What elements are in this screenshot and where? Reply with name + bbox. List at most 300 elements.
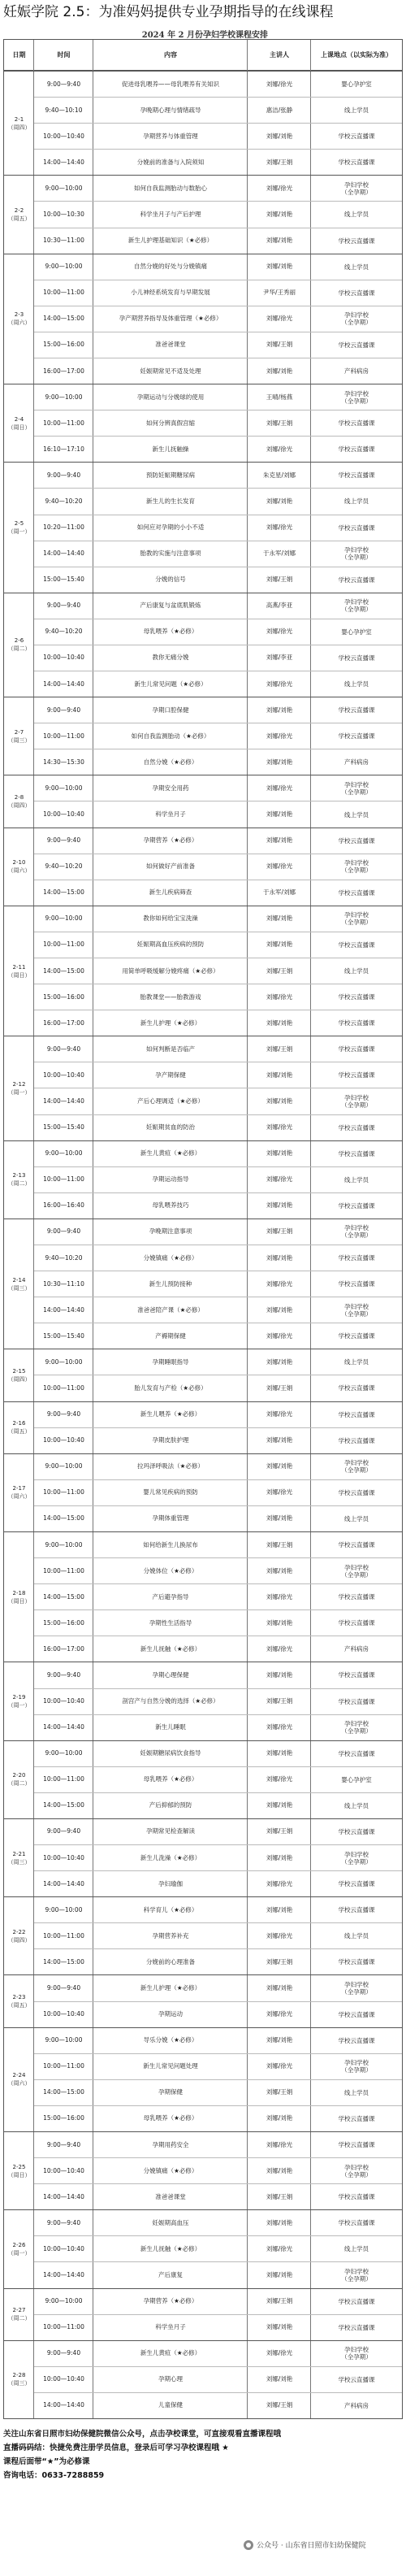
date-cell: 2-20 （周二） [7,1772,31,1788]
speaker-cell: 刘娜/刘艳 [266,2166,293,2174]
time-cell: 14:00—14:40 [43,1723,84,1731]
time-cell: 9:00—9:40 [46,602,81,610]
speaker-cell: 刘娜/刘艳 [266,132,293,140]
date-cell: 2-27 （周二） [7,2307,31,2322]
table-row [34,175,402,201]
date-block [4,775,34,827]
speaker-cell: 刘娜/刘艳 [266,2270,293,2278]
place-cell: 产科病房 [344,1645,369,1653]
topic-cell: 产后康复与盆底肌锻炼 [140,602,201,610]
table-row [34,462,402,488]
place-cell: 学校云直播课 [338,1671,375,1679]
speaker-cell: 刘娜/刘艳 [266,706,293,714]
topic-cell: 新生儿抚触（★必修） [140,2244,201,2252]
table-row [34,1818,402,1844]
table-row [34,2314,402,2340]
table-row [34,1245,402,1271]
speaker-cell: 刘娜/刘艳 [266,237,293,245]
topic-cell: 新生儿喂养（★必修） [140,1410,201,1418]
topic-cell: 母乳喂养（★必修） [143,2114,198,2122]
speaker-cell: 刘娜/徐光 [266,628,293,636]
topic-cell: 孕期心理保健 [152,1670,189,1679]
speaker-cell: 刘娜/刘艳 [266,1436,293,1444]
place-cell: 学校云直播课 [338,2219,375,2227]
watermark-text: 公众号 · 山东省日照市妇幼保健院 [257,2542,366,2550]
topic-cell: 产后心理调适（★必修） [137,1097,204,1105]
table-row [34,228,402,254]
time-cell: 14:00—14:40 [43,1097,84,1105]
topic-cell: 新生儿护理（★必修） [140,1984,201,1992]
date-cell: 2-18 （周日） [7,1589,31,1605]
table-row [34,1505,402,1531]
speaker-cell: 刘娜/徐光 [266,1410,293,1418]
speaker-cell: 于永军/刘娜 [262,888,296,897]
date-block [4,828,34,906]
table-row [34,1192,402,1218]
speaker-cell: 刘娜/徐光 [266,1723,293,1731]
time-cell: 10:00—11:00 [43,1384,84,1392]
topic-cell: 科学坐月子 [155,2323,186,2331]
topic-cell: 准爸爸陪产课（★必修） [137,1305,204,1314]
speaker-cell: 刘娜/徐光 [266,315,293,323]
date-cell: 2-2 （周五） [7,206,31,222]
place-cell: 线上学员 [344,967,369,975]
date-cell: 2-12 （周一） [7,1080,31,1096]
place-cell: 学校云直播课 [338,1123,375,1132]
speaker-cell: 刘娜/刘艳 [266,367,293,375]
time-cell: 9:40—10:20 [45,628,83,636]
speaker-cell: 刘娜/刘艳 [266,1201,293,1210]
topic-cell: 科学育儿（★必修） [143,1905,198,1914]
table-row [34,2209,402,2235]
topic-cell: 胎教的实施与注意事项 [140,550,201,558]
time-cell: 10:00—11:00 [43,1775,84,1783]
place-cell: 学校云直播课 [338,1254,375,1262]
place-cell: 产科病房 [344,2401,369,2409]
time-cell: 9:00—10:00 [45,914,83,923]
speaker-cell: 刘娜/刘艳 [266,1462,293,1470]
date-cell: 2-13 （周二） [7,1172,31,1188]
speaker-cell: 刘娜/刘艳 [266,1514,293,1523]
topic-cell: 产后抑郁的预防 [149,1801,192,1809]
topic-cell: 如何应对孕期的小小不适 [136,523,205,532]
topic-cell: 如何给新生儿换尿布 [143,1540,198,1549]
topic-cell: 孕期营养（★必修） [143,836,198,845]
topic-cell: 婴儿常见疾病的预防 [143,1488,198,1497]
topic-cell: 孕期口腔保健 [152,706,189,714]
speaker-cell: 刘娜/刘艳 [266,1305,293,1314]
place-cell: 孕妇学校 （全孕期） [341,780,372,796]
footer-contact [3,2469,403,2483]
topic-cell: 如何做好产前准备 [146,862,195,871]
date-cell: 2-21 （周三） [7,1850,31,1866]
table-row [34,1297,402,1323]
topic-cell: 孕产期保健 [155,1071,186,1079]
time-cell: 15:00—15:40 [43,576,84,584]
date-cell: 2-25 （周日） [7,2163,31,2179]
place-cell: 学校云直播课 [338,2114,375,2122]
topic-cell: 新生儿护理基础知识（★必修） [127,237,214,245]
speaker-cell: 刘娜/王娟 [266,1827,293,1835]
date-cell: 2-15 （周四） [7,1367,31,1383]
speaker-cell: 尹华/王秀丽 [262,289,296,297]
time-cell: 9:00—9:40 [46,1227,81,1236]
place-cell: 学校云直播课 [338,1384,375,1392]
time-cell: 9:00—9:40 [46,80,81,88]
place-cell: 学校云直播课 [338,654,375,662]
time-cell: 9:00—9:40 [46,706,81,714]
topic-cell: 新生儿黄疸（★必修） [140,2349,201,2357]
table-row [34,1636,402,1662]
time-cell: 9:00—9:40 [46,836,81,845]
table-row [34,932,402,958]
date-block [4,697,34,775]
table-row [34,436,402,462]
speaker-cell: 刘娜/刘艳 [266,1149,293,1158]
speaker-cell: 刘娜/刘艳 [266,263,293,271]
speaker-cell: 刘娜/王娟 [266,1540,293,1549]
speaker-cell: 刘娜/刘艳 [266,1853,293,1861]
date-block [4,1140,34,1218]
speaker-cell: 刘娜/徐光 [266,1175,293,1184]
speaker-cell: 刘娜/刘艳 [266,1749,293,1757]
table-row [34,1740,402,1766]
date-cell: 2-4 （周日） [7,415,31,431]
place-cell: 学校云直播课 [338,888,375,897]
place-cell: 线上学员 [344,211,369,219]
table-row [34,2053,402,2079]
place-cell: 线上学员 [344,1932,369,1940]
table-row [34,1166,402,1192]
speaker-cell: 刘娜/王娟 [266,419,293,427]
place-cell: 学校云直播课 [338,1593,375,1601]
table-row [34,2105,402,2131]
place-cell: 孕妇学校 （全孕期） [341,1981,372,1996]
date-cell: 2-3 （周六） [7,311,31,327]
time-cell: 10:00—10:40 [43,2244,84,2252]
date-cell: 2-6 （周二） [7,637,31,653]
header-place: 上课地点（以实际为准） [321,51,392,59]
table-row [34,2027,402,2053]
place-cell: 学校云直播课 [338,1488,375,1497]
table-row [34,541,402,567]
place-cell: 孕妇学校 （全孕期） [341,2267,372,2283]
speaker-cell: 刘娜/徐光 [266,1331,293,1340]
place-cell: 学校云直播课 [338,2297,375,2305]
topic-cell: 产褥期保健 [155,1331,186,1340]
time-cell: 16:00—17:00 [43,1644,84,1653]
table-row [34,1010,402,1036]
place-cell: 学校云直播课 [338,1697,375,1705]
topic-cell: 产后康复 [158,2270,183,2278]
place-cell: 线上学员 [344,263,369,271]
place-cell: 孕妇学校 （全孕期） [341,180,372,196]
table-row [34,1557,402,1583]
date-block [4,1740,34,1818]
speaker-cell: 刘娜/刘艳 [266,2036,293,2044]
topic-cell: 孕期营养（★必修） [143,2297,198,2305]
topic-cell: 孕期运动与分娩球的使用 [136,393,205,401]
table-row [34,1323,402,1349]
speaker-cell: 刘娜/刘艳 [266,1358,293,1366]
speaker-cell: 刘娜/刘艳 [266,810,293,819]
time-cell: 9:00—9:40 [46,1984,81,1992]
speaker-cell: 刘娜/徐光 [266,1123,293,1132]
date-block [4,593,34,697]
time-cell: 10:00—10:40 [43,1436,84,1444]
phone-number[interactable]: 0633-7288859 [41,2471,105,2480]
table-row [34,280,402,306]
speaker-cell: 刘娜/徐光 [266,2010,293,2018]
place-cell: 线上学员 [344,1514,369,1523]
table-row [34,567,402,593]
place-cell: 学校云直播课 [338,1958,375,1966]
topic-cell: 科学坐月子 [155,810,186,819]
place-cell: 学校云直播课 [338,1880,375,1888]
time-cell: 10:00—10:40 [43,132,84,140]
date-block [4,1349,34,1401]
speaker-cell: 刘娜/徐光 [266,993,293,1001]
table-row [34,515,402,541]
date-block [4,2340,34,2418]
speaker-cell: 刘娜/徐光 [266,1775,293,1783]
time-cell: 10:00—10:40 [43,2010,84,2018]
time-cell: 9:40—10:20 [45,862,83,871]
topic-cell: 妊娠期高血压疾病的预防 [136,940,205,949]
place-cell: 学校云直播课 [338,1019,375,1027]
topic-cell: 孕晚期注意事项 [149,1227,192,1236]
time-cell: 14:00—15:00 [43,1514,84,1523]
table-row [34,1609,402,1636]
place-cell: 学校云直播课 [338,1436,375,1444]
time-cell: 14:30—15:30 [43,758,84,766]
topic-cell: 如何判断是否临产 [146,1045,195,1053]
place-cell: 孕妇学校 （全孕期） [341,311,372,327]
time-cell: 14:00—14:40 [43,2192,84,2200]
time-cell: 14:00—15:00 [43,967,84,975]
place-cell: 学校云直播课 [338,1827,375,1835]
table-row [34,1453,402,1479]
topic-cell: 分娩镇痛（★必修） [143,2166,198,2174]
speaker-cell: 惠洁/张静 [266,106,293,114]
place-cell: 婴心孕护室 [341,80,372,89]
place-cell: 学校云直播课 [338,2036,375,2044]
date-block [4,254,34,384]
speaker-cell: 刘娜/刘艳 [266,758,293,766]
date-cell: 2-7 （周三） [7,728,31,744]
time-cell: 9:00—10:00 [45,393,83,401]
watermark [244,2539,403,2550]
time-cell: 9:40—10:20 [45,497,83,505]
time-cell: 9:00—9:40 [46,1410,81,1418]
date-block [4,1896,34,1974]
speaker-cell: 刘娜/李亚 [266,654,293,662]
time-cell: 10:00—11:00 [43,2062,84,2070]
table-row [34,1766,402,1792]
table-header-row [4,40,402,71]
place-cell: 学校云直播课 [338,2141,375,2149]
date-block [4,384,34,462]
table-row [34,2131,402,2157]
time-cell: 14:00—14:40 [43,1305,84,1314]
table-row [34,123,402,149]
table-row [34,384,402,410]
time-cell: 9:00—9:40 [46,471,81,479]
place-cell: 学校云直播课 [338,1541,375,1549]
topic-cell: 科学坐月子与产后护理 [140,210,201,218]
speaker-cell: 于永军/刘娜 [262,550,296,558]
speaker-cell: 刘娜/徐光 [266,523,293,532]
speaker-cell: 刘娜/王娟 [266,2192,293,2200]
speaker-cell: 刘娜/刘艳 [266,836,293,845]
time-cell: 14:00—14:40 [43,550,84,558]
date-cell: 2-19 （周一） [7,1694,31,1709]
speaker-cell: 刘娜/刘艳 [266,940,293,949]
time-cell: 10:00—10:40 [43,2166,84,2174]
table-row [34,1479,402,1505]
time-cell: 9:00—10:00 [45,1358,83,1366]
topic-cell: 妊娠期常见不适及处理 [140,367,201,375]
date-cell: 2-10 （周六） [7,859,31,875]
speaker-cell: 刘娜/徐光 [266,1592,293,1601]
time-cell: 9:00—9:40 [46,1670,81,1679]
date-cell: 2-5 （周一） [7,520,31,536]
table-row [34,671,402,697]
topic-cell: 新生儿疾病筛查 [149,888,192,897]
speaker-cell: 刘娜/徐光 [266,1279,293,1288]
time-cell: 14:00—15:00 [43,315,84,323]
speaker-cell: 刘娜/徐光 [266,784,293,792]
wechat-icon [244,2540,253,2550]
place-cell: 学校云直播课 [338,706,375,715]
place-cell: 学校云直播课 [338,1410,375,1418]
time-cell: 16:00—16:40 [43,1201,84,1210]
place-cell: 孕妇学校 （全孕期） [341,1093,372,1109]
topic-cell: 教你无痛分娩 [152,654,189,662]
time-cell: 9:00—10:00 [45,2297,83,2305]
speaker-cell: 刘娜/徐光 [266,2349,293,2357]
time-cell: 10:00—11:00 [43,2323,84,2331]
place-cell: 孕妇学校 （全孕期） [341,1720,372,1735]
table-row [34,723,402,749]
date-cell: 2-8 （周四） [7,793,31,809]
footer-notes [3,2427,403,2483]
topic-cell: 孕期心理 [158,2375,183,2383]
speaker-cell: 刘娜/王娟 [266,2088,293,2096]
date-block [4,1218,34,1349]
date-cell: 2-24 （周六） [7,2072,31,2087]
topic-cell: 孕期体重管理 [152,1514,189,1523]
topic-cell: 教你如何给宝宝洗澡 [143,914,198,923]
speaker-cell: 刘娜/徐光 [266,80,293,88]
table-row [34,1974,402,2000]
speaker-cell: 刘娜/刘艳 [266,1097,293,1105]
place-cell: 学校云直播课 [338,341,375,349]
time-cell: 9:00—9:40 [46,1045,81,1053]
date-cell: 2-26 （周一） [7,2241,31,2257]
table-row [34,2183,402,2209]
place-cell: 线上学员 [344,497,369,506]
place-cell: 产科病房 [344,758,369,767]
place-cell: 学校云直播课 [338,732,375,741]
speaker-cell: 刘娜/刘艳 [266,1071,293,1079]
time-cell: 10:00—11:00 [43,1566,84,1575]
topic-cell: 自然分娩（★必修） [143,758,198,766]
schedule-table [3,39,403,2419]
table-row [34,1401,402,1427]
footer-line-1: 关注山东省日照市妇幼保健院微信公众号，点击孕校课堂，可直接观看直播课程哦 [3,2430,282,2439]
topic-cell: 分娩的信号 [155,576,186,584]
table-row [34,1140,402,1166]
place-cell: 孕妇学校 （全孕期） [341,546,372,562]
table-row [34,1922,402,1948]
topic-cell: 孕期运动 [158,2010,183,2018]
document-title: 2024 年 2 月份孕妇学校课程安排 [141,31,268,40]
table-row [34,958,402,984]
topic-cell: 妊娠期高血压 [152,2218,189,2226]
topic-cell: 胎儿发育与产检（★必修） [134,1384,207,1392]
table-row [34,828,402,854]
place-cell: 孕妇学校 （全孕期） [341,859,372,875]
table-row [34,775,402,801]
place-cell: 孕妇学校 （全孕期） [341,1224,372,1240]
topic-cell: 孕期皮肤护理 [152,1436,189,1444]
speaker-cell: 刘娜/刘艳 [266,210,293,218]
table-row [34,1036,402,1062]
place-cell: 婴心孕护室 [341,628,372,636]
speaker-cell: 刘娜/刘艳 [266,2375,293,2383]
topic-cell: 剖宫产与自然分娩的选择（★必修） [122,1697,219,1705]
topic-cell: 产后避孕指导 [152,1592,189,1601]
time-cell: 10:00—11:00 [43,289,84,297]
time-cell: 14:00—15:00 [43,1592,84,1601]
topic-cell: 小儿神经系统发育与早期发展 [131,289,210,297]
table-row [34,2157,402,2183]
time-cell: 9:00—10:00 [45,263,83,271]
table-row [34,1844,402,1870]
speaker-cell: 刘娜/王娟 [266,2401,293,2409]
time-cell: 10:00—10:40 [43,1071,84,1079]
speaker-cell: 刘娜/徐光 [266,1488,293,1497]
topic-cell: 新生儿的生长发育 [146,497,195,505]
place-cell: 学校云直播课 [338,1071,375,1079]
place-cell: 学校云直播课 [338,1906,375,1914]
time-cell: 9:00—10:00 [45,1540,83,1549]
speaker-cell: 刘娜/徐光 [266,1879,293,1887]
time-cell: 10:00—10:30 [43,210,84,218]
table-row [34,2392,402,2418]
topic-cell: 胎教课堂——胎教游戏 [140,993,201,1001]
time-cell: 10:00—10:40 [43,654,84,662]
speaker-cell: 刘娜/王娟 [266,158,293,166]
date-cell: 2-17 （周六） [7,1485,31,1501]
table-row [34,1088,402,1114]
topic-cell: 如何自我监测胎动与数胎心 [134,184,207,192]
header-date: 日期 [12,51,26,59]
speaker-cell: 刘娜/徐光 [266,2140,293,2148]
time-cell: 10:30—11:00 [43,237,84,245]
date-block [4,175,34,253]
speaker-cell: 刘娜/王娟 [266,967,293,975]
topic-cell: 妊娠期贫血的防治 [146,1123,195,1132]
table-row [34,97,402,123]
date-block [4,1531,34,1662]
place-cell: 学校云直播课 [338,993,375,1001]
place-cell: 孕妇学校 （全孕期） [341,598,372,614]
speaker-cell: 刘娜/刘艳 [266,1618,293,1627]
speaker-cell: 王晴/杨燕 [266,393,293,401]
speaker-cell: 刘娜/王娟 [266,341,293,349]
